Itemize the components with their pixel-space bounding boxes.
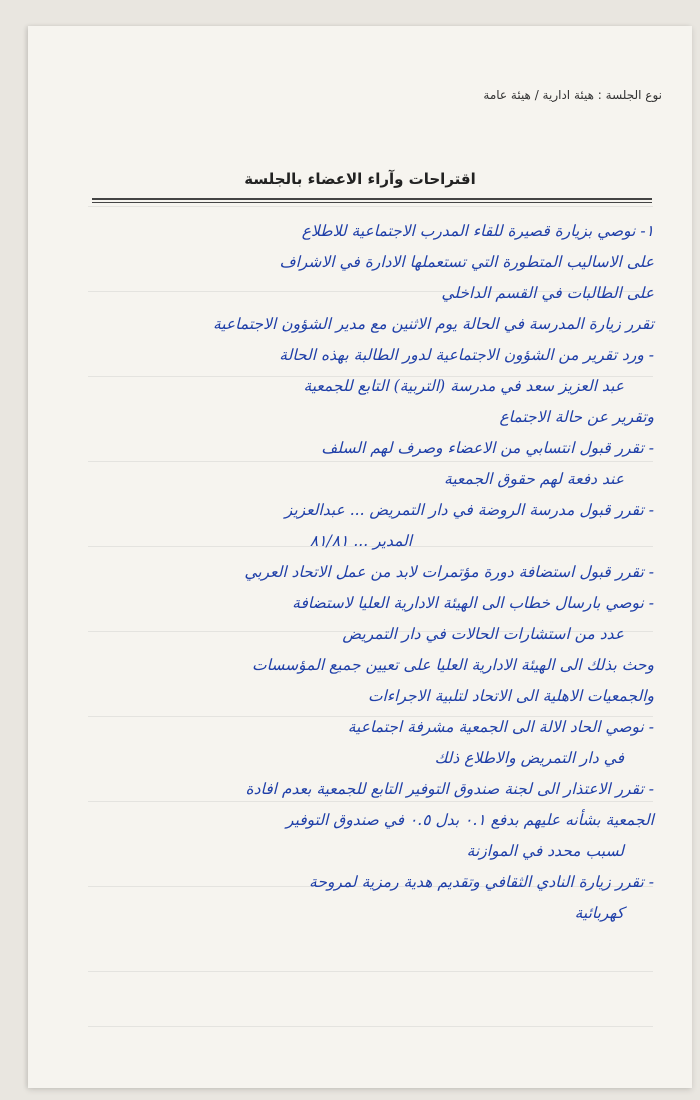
note-line: - ورد تقرير من الشؤون الاجتماعية لدور الطالبة بهذه الحالة bbox=[279, 346, 654, 364]
note-line: في دار التمريض والاطلاع ذلك bbox=[434, 749, 624, 767]
note-line: - تقرر الاعتذار الى لجنة صندوق التوفير التابع للجمعية بعدم افادة bbox=[245, 780, 654, 798]
title-rule-top bbox=[92, 198, 652, 200]
note-line: كهربائية bbox=[574, 904, 624, 922]
document-page bbox=[28, 26, 692, 1088]
note-line: عدد من استشارات الحالات في دار التمريض bbox=[342, 625, 624, 643]
note-line: وتقرير عن حالة الاجتماع bbox=[499, 408, 654, 426]
note-line: عند دفعة لهم حقوق الجمعية bbox=[444, 470, 624, 488]
note-line: عبد العزيز سعد في مدرسة (التربية) التابع للجمعية bbox=[303, 377, 624, 395]
note-line: على الاساليب المتطورة التي تستعملها الادارة في الاشراف bbox=[279, 253, 654, 271]
note-line: - تقرر زيارة النادي الثقافي وتقديم هدية رمزية لمروحة bbox=[309, 873, 654, 891]
note-line: - تقرر قبول استضافة دورة مؤتمرات لابد من عمل الاتحاد العربي bbox=[244, 563, 654, 581]
handwritten-notes bbox=[68, 216, 658, 929]
note-line: المدير ... ٨١/٨١ bbox=[309, 532, 413, 550]
note-line: - نوصي الحاد الالة الى الجمعية مشرفة اجتماعية bbox=[347, 718, 654, 736]
note-line: - تقرر قبول انتسابي من الاعضاء وصرف لهم السلف bbox=[321, 439, 654, 457]
note-line: ١- نوصي بزيارة قصيرة للقاء المدرب الاجتماعية للاطلاع bbox=[301, 222, 654, 240]
note-line: لسبب محدد في الموازنة bbox=[466, 842, 624, 860]
note-line: وحث بذلك الى الهيئة الادارية العليا على تعيين جميع المؤسسات bbox=[252, 656, 654, 674]
title-rule-bottom bbox=[92, 202, 652, 203]
page-title: اقتراحات وآراء الاعضاء بالجلسة bbox=[244, 170, 476, 188]
session-type-label: نوع الجلسة : هيئة ادارية / هيئة عامة bbox=[483, 88, 662, 102]
note-line: - نوصي بارسال خطاب الى الهيئة الادارية العليا لاستضافة bbox=[292, 594, 654, 612]
note-line: تقرر زيارة المدرسة في الحالة يوم الاثنين مع مدير الشؤون الاجتماعية bbox=[212, 315, 654, 333]
note-line: والجمعيات الاهلية الى الاتحاد لتلبية الاجراءات bbox=[367, 687, 654, 705]
note-line: - تقرر قبول مدرسة الروضة في دار التمريض ... عبدالعزيز bbox=[284, 501, 654, 519]
note-line: الجمعية بشأنه عليهم بدفع ٠.١ بدل ٠.٥ في صندوق التوفير bbox=[286, 811, 654, 829]
note-line: على الطالبات في القسم الداخلي bbox=[441, 284, 654, 302]
